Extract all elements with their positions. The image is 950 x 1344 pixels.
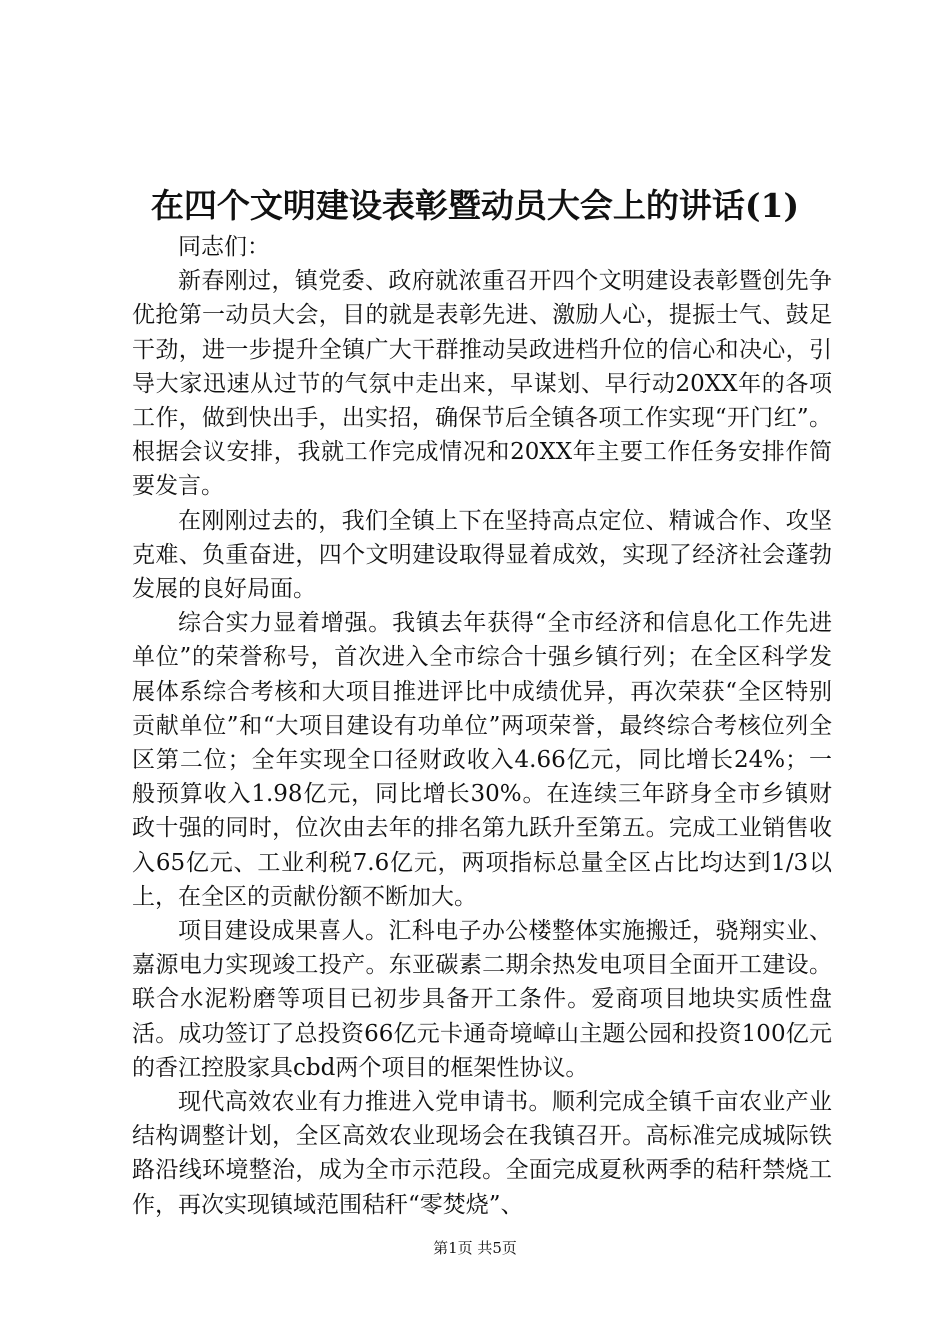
body-paragraph: 现代高效农业有力推进入党申请书。顺利完成全镇千亩农业产业结构调整计划，全区高效农业现场会在我镇召开。高标准完成城际铁路沿线环境整治，成为全市示范段。全面完成夏秋两季的秸秆禁烧工作，再次实现镇域范围秸秆“零焚烧”、	[132, 1089, 832, 1218]
document-body	[132, 230, 832, 1222]
body-paragraph: 在刚刚过去的，我们全镇上下在坚持高点定位、精诚合作、攻坚克难、负重奋进，四个文明建设取得显着成效，实现了经济社会蓬勃发展的良好局面。	[132, 507, 832, 603]
body-paragraph: 综合实力显着增强。我镇去年获得“全市经济和信息化工作先进单位”的荣誉称号，首次进入全市综合十强乡镇行列；在全区科学发展体系综合考核和大项目推进评比中成绩优异，再次荣获“全区特别贡献单位”和“大项目建设有功单位”两项荣誉，最终综合考核位列全区第二位；全年实现全口径财政收入4.66亿元，同比增长24%；一般预算收入1.98亿元，同比增长30%。在连续三年跻身全市乡镇财政十强的同时，位次由去年的排名第九跃升至第五。完成工业销售收入65亿元、工业利税7.6亿元，两项指标总量全区占比均达到1/3以上，在全区的贡献份额不断加大。	[132, 610, 832, 910]
body-paragraph: 新春刚过，镇党委、政府就浓重召开四个文明建设表彰暨创先争优抢第一动员大会，目的就是表彰先进、激励人心，提振士气、鼓足干劲，进一步提升全镇广大干群推动吴政进档升位的信心和决心，引导大家迅速从过节的气氛中走出来，早谋划、早行动20XX年的各项工作，做到快出手，出实招，确保节后全镇各项工作实现“开门红”。根据会议安排，我就工作完成情况和20XX年主要工作任务安排作简要发言。	[132, 268, 832, 500]
document-title: 在四个文明建设表彰暨动员大会上的讲话(1)	[150, 186, 800, 225]
page-footer: 第1页 共5页	[433, 1239, 517, 1257]
salutation-paragraph: 同志们：	[178, 234, 270, 260]
body-paragraph: 项目建设成果喜人。汇科电子办公楼整体实施搬迁，骁翔实业、嘉源电力实现竣工投产。东亚碳素二期余热发电项目全面开工建设。联合水泥粉磨等项目已初步具备开工条件。爱商项目地块实质性盘活。成功签订了总投资66亿元卡通奇境嶂山主题公园和投资100亿元的香江控股家具cbd两个项目的框架性协议。	[132, 918, 832, 1081]
